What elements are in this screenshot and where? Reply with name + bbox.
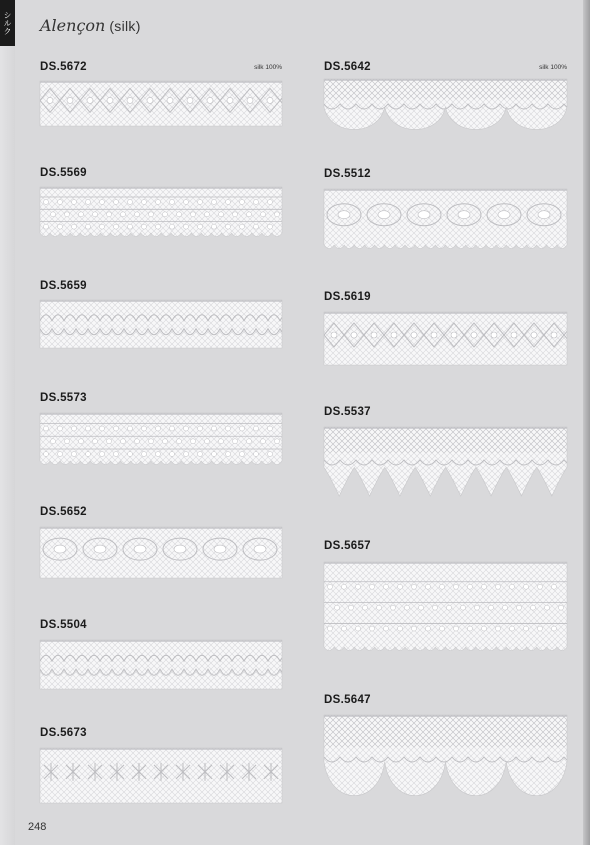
product-code: DS.5647: [324, 694, 371, 706]
page-edge: [583, 0, 590, 845]
lace-swatch: [40, 77, 282, 129]
lace-item[interactable]: [324, 540, 567, 652]
lace-item[interactable]: [40, 392, 282, 472]
brand-logo: Alençon: [40, 16, 106, 35]
lace-item[interactable]: [324, 694, 567, 804]
side-tab: [0, 0, 15, 845]
lace-swatch: [324, 711, 567, 803]
lace-swatch: [40, 744, 282, 806]
side-tab-label: シルク: [0, 0, 15, 46]
page-header: [40, 16, 141, 35]
lace-swatch: [324, 75, 567, 133]
lace-item[interactable]: [40, 167, 282, 242]
product-code: DS.5569: [40, 167, 87, 179]
product-code: DS.5573: [40, 392, 87, 404]
lace-swatch: [40, 296, 282, 351]
product-code: DS.5672: [40, 61, 87, 73]
product-code: DS.5537: [324, 406, 371, 418]
product-code: DS.5659: [40, 280, 87, 292]
page-subtitle: (silk): [109, 18, 141, 34]
lace-item[interactable]: [324, 291, 567, 371]
lace-swatch: [40, 183, 282, 239]
product-code: DS.5642: [324, 61, 371, 73]
product-code: DS.5673: [40, 727, 87, 739]
lace-swatch: [40, 523, 282, 581]
product-code: DS.5504: [40, 619, 87, 631]
lace-swatch: [324, 423, 567, 497]
lace-item[interactable]: [40, 61, 282, 131]
lace-item[interactable]: [324, 406, 567, 498]
lace-item[interactable]: [40, 280, 282, 355]
lace-item[interactable]: [40, 619, 282, 697]
lace-swatch: [324, 558, 567, 653]
lace-item[interactable]: [324, 168, 567, 253]
product-code: DS.5652: [40, 506, 87, 518]
lace-item[interactable]: [40, 506, 282, 586]
lace-swatch: [40, 636, 282, 692]
product-code: DS.5619: [324, 291, 371, 303]
lace-item[interactable]: [324, 61, 567, 133]
page-number: 248: [28, 821, 47, 833]
lace-swatch: [40, 409, 282, 467]
product-code: DS.5512: [324, 168, 371, 180]
material-note: silk 100%: [539, 64, 567, 71]
lace-swatch: [324, 185, 567, 251]
lace-swatch: [324, 308, 567, 368]
product-code: DS.5657: [324, 540, 371, 552]
material-note: silk 100%: [254, 64, 282, 71]
lace-item[interactable]: [40, 727, 282, 809]
